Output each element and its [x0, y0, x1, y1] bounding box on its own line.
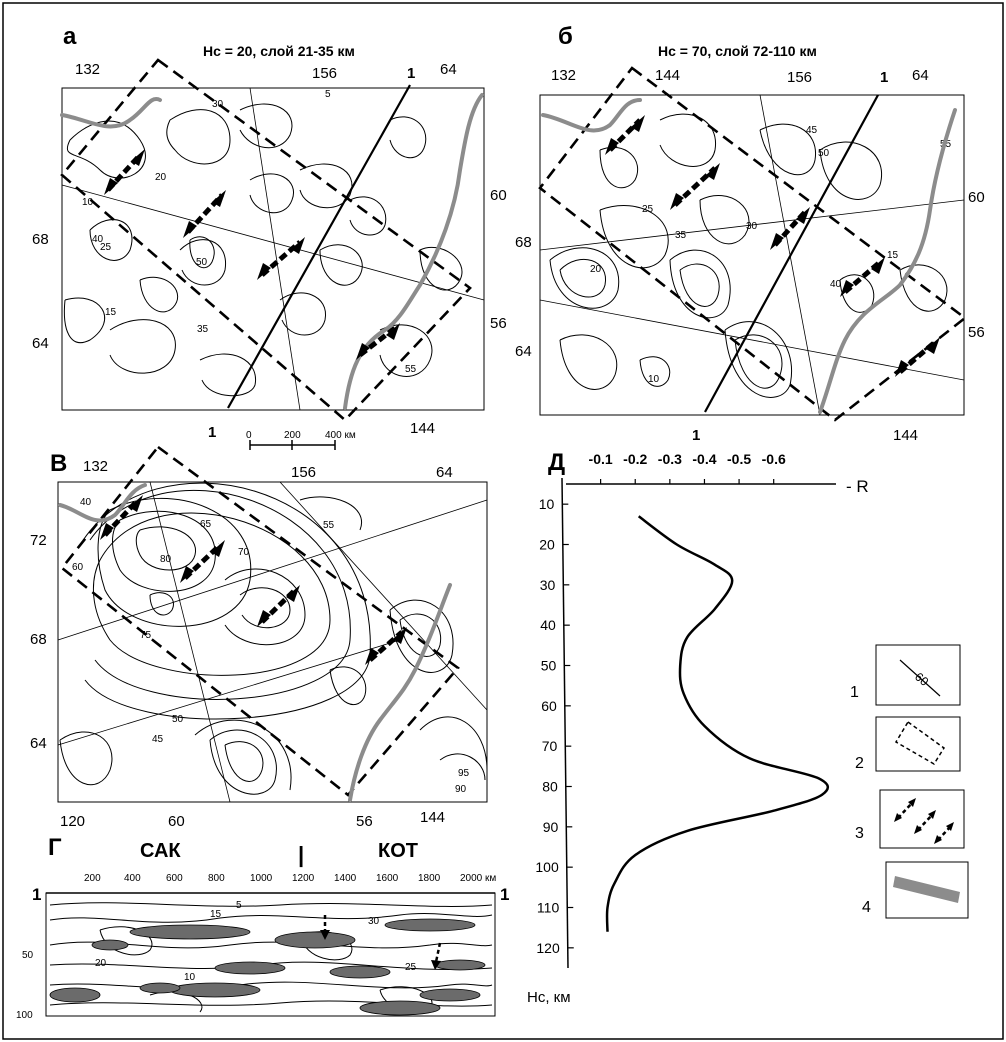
y-tick: 50 [22, 950, 34, 961]
x-tick: 1200 [292, 873, 315, 884]
y-axis-label: Нс, км [527, 989, 571, 1006]
contour-label: 15 [105, 307, 117, 318]
x-axis-label: - R [846, 477, 869, 496]
y-tick-label: 20 [539, 536, 555, 553]
panel-g-letter: Г [48, 834, 62, 861]
x-tick-label: -0.5 [727, 451, 752, 467]
contour-label: 25 [100, 242, 112, 253]
x-tick: 2000 км [460, 873, 497, 884]
y-tick: 100 [16, 1010, 33, 1021]
contour-label: 40 [830, 279, 842, 290]
edge-label: 68 [32, 231, 49, 248]
edge-label: 156 [787, 69, 813, 86]
edge-label: 144 [420, 809, 446, 826]
panel-a-letter: а [63, 23, 77, 50]
panel-b-title: Нс = 70, слой 72-110 км [658, 43, 817, 59]
y-tick-label: 50 [540, 657, 557, 674]
contour-label: 55 [405, 364, 417, 375]
edge-label: 60 [168, 813, 185, 830]
edge-label: 64 [436, 464, 453, 481]
profile-end-right: 1 [500, 885, 510, 904]
contour-label: 55 [940, 139, 952, 150]
contour-label: 50 [172, 714, 184, 725]
contour-label: 50 [196, 257, 208, 268]
contour-label: 30 [212, 99, 224, 110]
edge-label: 132 [551, 67, 577, 84]
y-tick-label: 80 [542, 778, 558, 795]
y-tick-label: 40 [540, 617, 556, 634]
contour-label: 20 [95, 958, 107, 969]
contour-label: 45 [152, 734, 164, 745]
contour-label: 5 [236, 900, 242, 911]
y-tick-label: 90 [542, 818, 559, 835]
edge-label: 64 [912, 67, 929, 84]
contour-label: 65 [200, 519, 212, 530]
contour-label: 35 [197, 324, 209, 335]
contour-label: 45 [806, 125, 818, 136]
x-tick: 1600 [376, 873, 399, 884]
edge-label: 64 [32, 335, 49, 352]
edge-label: 64 [440, 61, 457, 78]
contour-label: 20 [155, 172, 167, 183]
x-tick: 400 [124, 873, 141, 884]
sector-sak: САК [140, 840, 181, 862]
x-tick: 600 [166, 873, 183, 884]
profile-end-left: 1 [32, 885, 42, 904]
legend-contour-value: 60 [912, 669, 932, 689]
x-tick: 800 [208, 873, 225, 884]
edge-label: 156 [291, 464, 317, 481]
x-tick: 1400 [334, 873, 357, 884]
contour-label: 40 [80, 497, 92, 508]
contour-label: 15 [210, 909, 222, 920]
y-tick-label: 30 [539, 576, 556, 593]
legend-number: 4 [862, 899, 871, 916]
x-tick: 1000 [250, 873, 273, 884]
legend-number: 3 [855, 825, 864, 842]
contour-label: 15 [887, 250, 899, 261]
edge-label: 56 [490, 315, 507, 332]
contour-label: 60 [72, 562, 84, 573]
y-tick-label: 100 [535, 859, 559, 876]
scale-zero: 0 [246, 430, 252, 441]
contour-label: 50 [818, 148, 830, 159]
panel-a-title: Нс = 20, слой 21-35 км [203, 43, 355, 59]
edge-label: 1 [208, 424, 217, 441]
contour-label: 25 [642, 204, 654, 215]
edge-label: 60 [968, 189, 985, 206]
y-tick-label: 10 [538, 496, 555, 513]
contour-label: 75 [140, 630, 152, 641]
edge-label: 144 [410, 420, 436, 437]
edge-label: 1 [692, 427, 701, 444]
contour-label: 30 [368, 916, 380, 927]
x-tick: 1800 [418, 873, 441, 884]
x-tick-label: -0.4 [692, 451, 717, 467]
edge-label: 68 [515, 234, 532, 251]
scale-mid: 200 [284, 430, 301, 441]
edge-label: 64 [515, 343, 532, 360]
contour-label: 40 [92, 234, 104, 245]
contour-label: 10 [184, 972, 196, 983]
edge-label: 144 [655, 67, 681, 84]
contour-label: 5 [325, 89, 331, 100]
edge-label: 144 [893, 427, 919, 444]
edge-label: 156 [312, 65, 338, 82]
edge-label: 132 [75, 61, 101, 78]
contour-label: 70 [238, 547, 250, 558]
contour-label: 10 [648, 374, 660, 385]
contour-label: 30 [746, 221, 758, 232]
contour-label: 25 [405, 962, 417, 973]
edge-label: 132 [83, 458, 109, 475]
contour-label: 90 [455, 784, 467, 795]
x-tick: 200 [84, 873, 101, 884]
x-tick-label: -0.6 [761, 451, 786, 467]
edge-label: 1 [880, 69, 889, 86]
edge-label: 60 [490, 187, 507, 204]
x-tick-label: -0.2 [623, 451, 648, 467]
legend-number: 1 [850, 684, 859, 701]
panel-b-letter: б [558, 23, 573, 50]
contour-label: 55 [323, 520, 335, 531]
contour-label: 80 [160, 554, 172, 565]
contour-label: 35 [675, 230, 687, 241]
contour-label: 20 [590, 264, 602, 275]
legend-number: 2 [855, 755, 864, 772]
y-tick-label: 60 [541, 697, 557, 714]
scale-end: 400 км [325, 430, 356, 441]
edge-label: 56 [356, 813, 373, 830]
panel-d-letter: Д [548, 449, 566, 476]
contour-label: 95 [458, 768, 470, 779]
panel-v-letter: В [50, 450, 68, 477]
y-tick-label: 70 [541, 738, 558, 755]
sector-kot: КОТ [378, 840, 418, 862]
edge-label: 1 [407, 65, 416, 82]
edge-label: 72 [30, 532, 47, 549]
edge-label: 56 [968, 324, 985, 341]
y-tick-label: 110 [536, 899, 560, 916]
sector-divider: | [298, 842, 305, 867]
edge-label: 120 [60, 813, 86, 830]
y-tick-label: 120 [536, 939, 560, 956]
contour-label: 10 [82, 197, 94, 208]
x-tick-label: -0.3 [657, 451, 682, 467]
edge-label: 68 [30, 631, 47, 648]
figure-frame [3, 3, 1003, 1039]
edge-label: 64 [30, 735, 47, 752]
x-tick-label: -0.1 [588, 451, 613, 467]
